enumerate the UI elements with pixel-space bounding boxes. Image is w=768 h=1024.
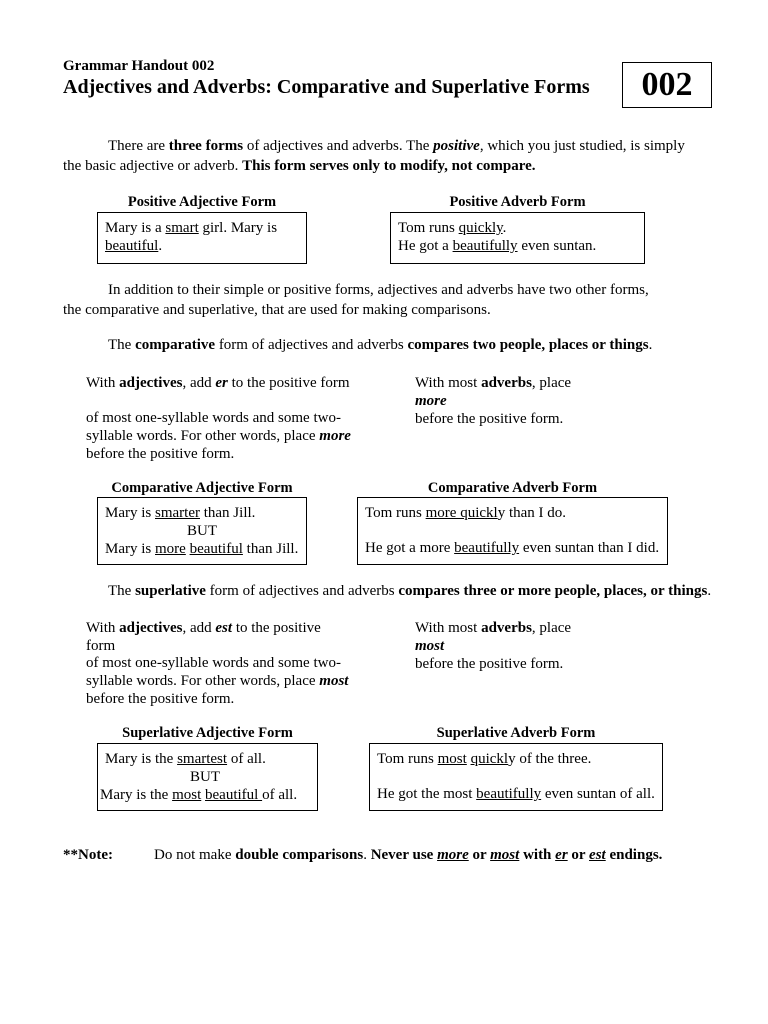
comparative-adverb-box: Tom runs more quickly than I do. He got a more beautifully even suntan than I did.	[357, 497, 668, 565]
superlative-adverb-heading: Superlative Adverb Form	[436, 725, 596, 741]
superlative-adjective-box: Mary is the smartest of all. BUT Mary is the most beautiful of all.	[97, 743, 318, 811]
positive-adjective-box: Mary is a smart girl. Mary is beautiful.	[97, 212, 307, 264]
superlative-adverb-box: Tom runs most quickly of the three. He got the most beautifully even suntan of all.	[369, 743, 663, 811]
intro-paragraph: There are three forms of adjectives and adverbs. The positive, which you just studied, is simply the basic adjective or adverb. This form serves only to modify, not compare.	[63, 138, 685, 174]
handout-label: Grammar Handout 002	[63, 58, 215, 74]
comparative-adverb-heading: Comparative Adverb Form	[427, 480, 598, 496]
page-title: Adjectives and Adverbs: Comparative and Superlative Forms	[63, 76, 590, 98]
comparative-adjective-rule: With adjectives, add er to the positive form of most one-syllable words and some two-syllable words. For other words, place more before the positive form.	[86, 375, 351, 462]
superlative-intro: The superlative form of adjectives and adverbs compares three or more people, places, or things.	[108, 583, 712, 599]
addition-paragraph: In addition to their simple or positive forms, adjectives and adverbs have two other forms, the comparative and superlative, that are used for making comparisons.	[63, 282, 649, 318]
handout-number-box	[622, 62, 712, 108]
comparative-adjective-heading: Comparative Adjective Form	[111, 480, 293, 496]
note-text: Do not make double comparisons. Never use more or most with er or est endings.	[154, 847, 663, 863]
positive-adjective-heading: Positive Adjective Form	[127, 194, 277, 210]
comparative-adjective-box: Mary is smarter than Jill. BUT Mary is more beautiful than Jill.	[97, 497, 307, 565]
superlative-adverb-rule: With most adverbs, place most before the positive form.	[415, 620, 572, 672]
positive-adverb-box: Tom runs quickly. He got a beautifully even suntan.	[390, 212, 645, 264]
positive-adverb-heading: Positive Adverb Form	[449, 194, 586, 210]
comparative-intro: The comparative form of adjectives and adverbs compares two people, places or things.	[108, 337, 653, 353]
comparative-adverb-rule: With most adverbs, place more before the positive form.	[415, 375, 572, 427]
note-label: **Note:	[63, 847, 113, 863]
handout-number: 002	[641, 66, 693, 103]
superlative-adjective-rule: With adjectives, add est to the positive form of most one-syllable words and some two-syllable words. For other words, place most before the positive form.	[86, 620, 349, 707]
superlative-adjective-heading: Superlative Adjective Form	[122, 725, 293, 741]
